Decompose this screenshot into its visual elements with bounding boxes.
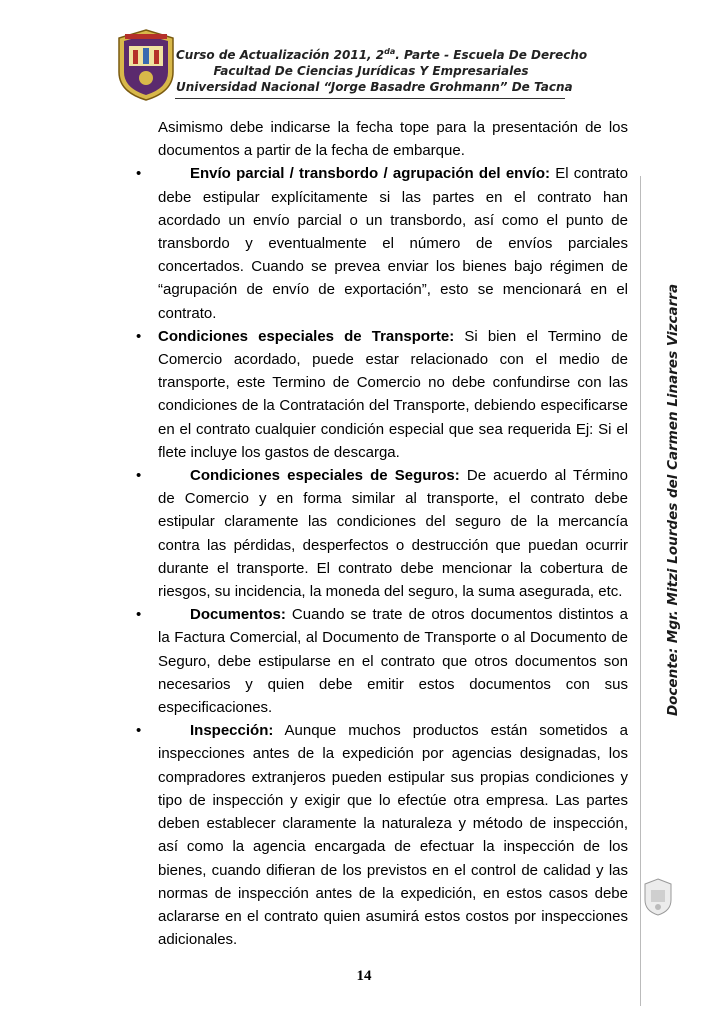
university-seal-icon (115, 28, 177, 102)
faculty-seal-icon (643, 878, 673, 916)
item-text: El contrato debe estipular explícitamente si las partes en el contrato han acordado un envío parcial o un transbordo, así como el punto de transbordo y eventualmente el número de envíos parciales concertados. Cuando se prevea enviar los bienes bajo régimen de “agrupación de envío de exportación”, esto se mencionará en el contrato. (158, 165, 628, 322)
intro-paragraph: Asimismo debe indicarse la fecha tope para la presentación de los documentos a partir de la fecha de embarque. (158, 119, 628, 160)
item-title: Condiciones especiales de Seguros: (190, 467, 460, 485)
page-number: 14 (356, 968, 372, 984)
item-text: Aunque muchos productos están sometidos a inspecciones antes de la expedición por agencias designadas, los compradores extranjeros pueden estipular sus propias condiciones y tipo de inspección y exigir que lo efectúe otra empresa. Las partes deben establecer claramente la naturaleza y método de inspección, así como la agencia encargada de efectuar la inspección de los bienes, cuando difieran de los previstos en el control de calidad y las normas de inspección antes de la expedición, en estos casos debe aclararse en el contrato quien asumirá estos costos por inspecciones adicionales. (158, 722, 628, 949)
list-item (136, 325, 628, 464)
item-text: Cuando se trate de otros documentos distintos a la Factura Comercial, al Documento de Transporte o al Documento de Seguro, debe estipularse en el contrato que otros documentos son necesarios y quien debe emitir estos documentos con sus especificaciones. (158, 606, 628, 717)
item-text: De acuerdo al Término de Comercio y en forma similar al transporte, el contrato debe estipular claramente las condiciones del seguro de la mercancía contra las pérdidas, desperfectos o destrucción que puedan ocurrir durante el transporte. El contrato debe mencionar la cobertura de riesgos, su incidencia, la moneda del seguro, la suma asegurada, etc. (158, 467, 629, 601)
header-line-faculty: Facultad De Ciencias Jurídicas Y Empresariales (213, 64, 529, 78)
header-line-university: Universidad Nacional “Jorge Basadre Grohmann” De Tacna (176, 80, 573, 94)
list-item (136, 162, 628, 324)
bullet: • (136, 722, 142, 740)
teacher-name: Docente: Mgr. Mitzi Lourdes del Carmen Linares Vizcarra (665, 283, 681, 717)
bullet: • (136, 467, 142, 485)
item-title: Envío parcial / transbordo / agrupación del envío: (190, 165, 550, 183)
header-divider (175, 98, 565, 99)
item-title: Condiciones especiales de Transporte: (158, 327, 455, 345)
item-title: Documentos: (190, 606, 286, 624)
item-text: Si bien el Termino de Comercio acordado, puede estar relacionado con el medio de transporte, este Termino de Comercio no debe confundirse con las condiciones de la Contratación del Transporte, debiendo especificarse en el contrato cualquier condición especial que sea requerida Ej: Si el flete incluye los gastos de descarga. (158, 327, 628, 461)
list-item (136, 603, 628, 719)
page-body (136, 116, 629, 951)
header-line-course: Curso de Actualización 2011, $2^{da}$. Parte - Escuela De Derecho (176, 47, 588, 62)
bullet: • (136, 606, 142, 624)
bullet: • (136, 327, 142, 345)
document-header (176, 44, 588, 95)
list-item (136, 464, 629, 603)
item-title: Inspección: (190, 722, 274, 740)
bullet: • (136, 165, 142, 183)
side-divider (640, 176, 641, 1006)
list-item (136, 719, 628, 951)
